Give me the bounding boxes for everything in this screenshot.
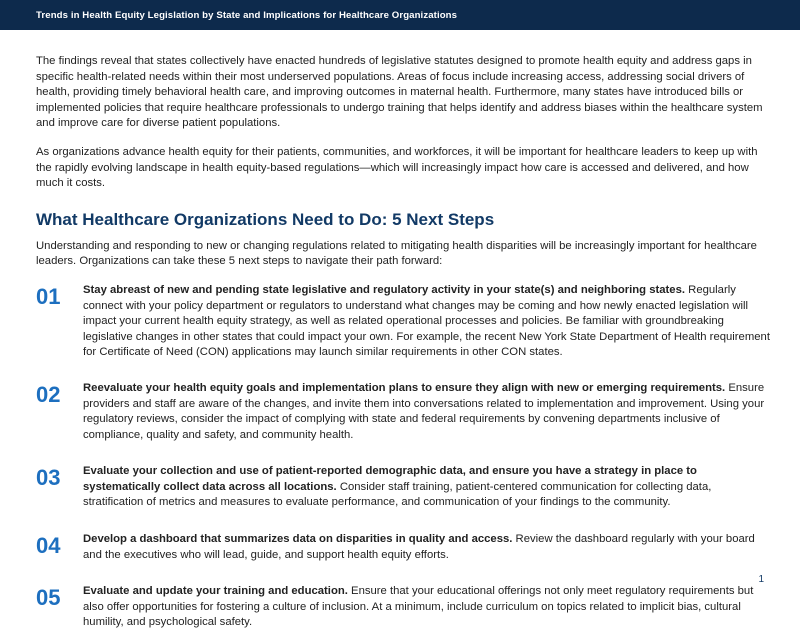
step-description: Ensure that your educational offerings not only meet regulatory requirements but also offer opportunities for fostering a culture of inclusion. At a minimum, include curriculum on topics related to implicit bias, cultural humility, and psychological safety. bbox=[83, 585, 754, 629]
step-text bbox=[83, 532, 770, 563]
step-number: 03 bbox=[36, 465, 61, 491]
step-title: Develop a dashboard that summarizes data on disparities in quality and access. bbox=[83, 533, 513, 546]
step-3 bbox=[36, 464, 770, 511]
step-title: Reevaluate your health equity goals and implementation plans to ensure they align with new or emerging requirements. bbox=[83, 381, 726, 394]
step-title: Evaluate your collection and use of patient-reported demographic data, and ensure you have a strategy in place to systematically collect data across all locations. bbox=[83, 465, 697, 493]
header-bar bbox=[0, 0, 800, 30]
landscape-paragraph: As organizations advance health equity for their patients, communities, and workforces, it will be important for healthcare leaders to keep up with the rapidly evolving landscape in health equity-based regulations—which will increasingly impact how care is accessed and delivered, and how much it costs. bbox=[36, 145, 758, 190]
step-title: Evaluate and update your training and education. bbox=[83, 585, 348, 598]
findings-paragraph: The findings reveal that states collectively have enacted hundreds of legislative statutes designed to promote health equity and address gaps in specific health-related needs within their most underserved populations. Areas of focus include increasing access, addressing social drivers of health, providing timely behavioral health care, and improving outcomes in maternal health. Furthermore, many states have introduced bills or implemented policies that require healthcare professionals to undergo training that helps identify and address biases within the healthcare system and improve care for diverse patient populations. bbox=[36, 55, 763, 130]
page-number: 1 bbox=[758, 574, 764, 585]
step-title: Stay abreast of new and pending state legislative and regulatory activity in your state(s) and neighboring states. bbox=[83, 283, 686, 296]
step-5 bbox=[36, 584, 770, 631]
step-4 bbox=[36, 532, 770, 563]
step-2 bbox=[36, 381, 770, 443]
step-text bbox=[83, 584, 770, 631]
step-number: 04 bbox=[36, 533, 61, 559]
step-number: 05 bbox=[36, 585, 61, 611]
step-description: Ensure providers and staff are aware of the changes, and invite them into conversations related to implementation and improvement. Using your regulatory reviews, consider the impact of complying with state and federal requirements by convening departments inclusive of compliance, quality and safety, and community health. bbox=[83, 381, 765, 441]
page-content bbox=[36, 54, 770, 631]
step-description: Regularly connect with your policy department or regulators to understand what changes may be coming and how newly enacted legislation will impact your current health equity strategy, as well as related operational processes and policies. Be familiar with groundbreaking legislative changes in other states that could impact your own. For example, the recent New York State Department of Health requirement for Certificate of Need (CON) applications may launch similar requirements in other CON states. bbox=[83, 283, 770, 359]
step-description: Review the dashboard regularly with your board and the executives who will lead, guide, and support health equity efforts. bbox=[83, 533, 755, 561]
section-intro: Understanding and responding to new or changing regulations related to mitigating health disparities will be increasingly important for healthcare leaders. Organizations can take these 5 next steps to navigate their path forward: bbox=[36, 239, 757, 268]
step-number: 02 bbox=[36, 381, 61, 407]
step-1 bbox=[36, 283, 770, 361]
step-number: 01 bbox=[36, 283, 61, 309]
step-text bbox=[83, 283, 770, 361]
section-heading: What Healthcare Organizations Need to Do: 5 Next Steps bbox=[36, 209, 495, 229]
step-description: Consider staff training, patient-centered communication for collecting data, stratification of metrics and measures to evaluate performance, and communication of your findings to the community. bbox=[83, 480, 712, 509]
step-text bbox=[83, 381, 770, 443]
document-title: Trends in Health Equity Legislation by State and Implications for Healthcare Organizations bbox=[36, 9, 458, 21]
step-text bbox=[83, 464, 770, 511]
